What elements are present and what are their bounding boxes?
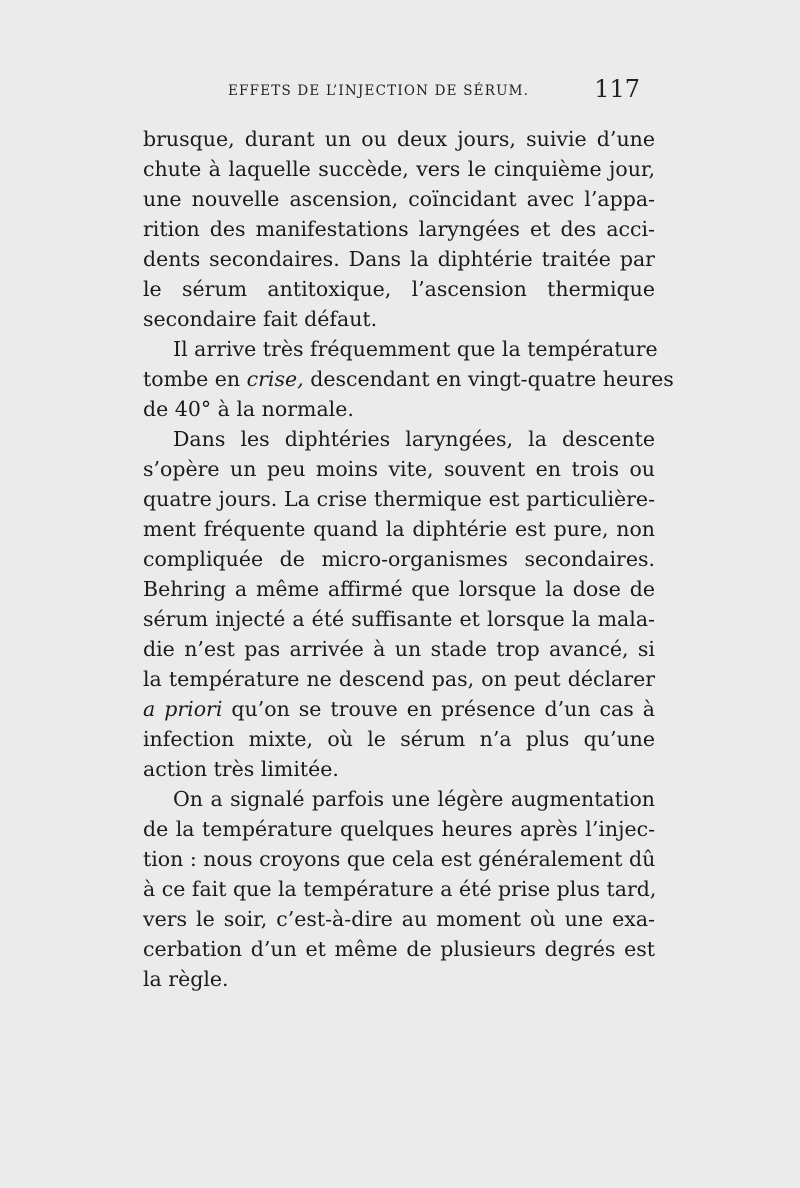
running-title: EFFETS DE L’INJECTION DE SÉRUM. (228, 83, 530, 99)
text-line: tion : nous croyons que cela est généralement dû (143, 847, 656, 871)
text-line: ment fréquente quand la diphtérie est pure, non (143, 517, 655, 541)
text-line: la température ne descend pas, on peut déclarer (143, 667, 655, 691)
text-line: à ce fait que la température a été prise plus tard, (143, 877, 657, 901)
text-line: Dans les diphtéries laryngées, la descente (173, 427, 655, 451)
text-line: la règle. (143, 967, 229, 991)
text-line: s’opère un peu moins vite, souvent en trois ou (143, 457, 655, 481)
text-line: sérum injecté a été suffisante et lorsque la mala- (143, 607, 655, 631)
text-line: le sérum antitoxique, l’ascension thermique (143, 277, 655, 301)
text-line: Il arrive très fréquemment que la température (173, 337, 658, 361)
text-line: dents secondaires. Dans la diphtérie traitée par (143, 247, 655, 271)
page-number: 117 (594, 75, 640, 103)
text-line: rition des manifestations laryngées et des acci- (143, 217, 655, 241)
text-line: secondaire fait défaut. (143, 307, 378, 331)
text-segment: descendant en vingt-quatre heures (310, 367, 674, 391)
text-line: quatre jours. La crise thermique est particulière- (143, 487, 655, 511)
text-line: infection mixte, où le sérum n’a plus qu’une (143, 727, 655, 751)
text-line: Behring a même affirmé que lorsque la dose de (143, 577, 655, 601)
text-line: die n’est pas arrivée à un stade trop avancé, si (143, 637, 655, 661)
text-line: cerbation d’un et même de plusieurs degrés est (143, 937, 655, 961)
text-line: chute à laquelle succède, vers le cinquième jour, (143, 157, 655, 181)
text-line: action très limitée. (143, 757, 339, 781)
text-segment: qu’on se trouve en présence d’un cas à (231, 697, 655, 721)
text-line: une nouvelle ascension, coïncidant avec l’appa- (143, 187, 655, 211)
text-line: compliquée de micro-organismes secondaires. (143, 547, 655, 571)
text-line: brusque, durant un ou deux jours, suivie d’une (143, 127, 655, 151)
text-segment: tombe en (143, 367, 241, 391)
text-line (143, 364, 674, 394)
text-line: de la température quelques heures après l’injec- (143, 817, 655, 841)
text-line: vers le soir, c’est-à-dire au moment où une exa- (143, 907, 655, 931)
text-line: On a signalé parfois une légère augmentation (173, 787, 655, 811)
body-text (143, 124, 674, 994)
italic-term: crise, (246, 367, 304, 391)
text-line (143, 694, 655, 724)
running-head (228, 75, 660, 105)
text-line: de 40° à la normale. (143, 397, 354, 421)
italic-term: a priori (143, 697, 223, 721)
